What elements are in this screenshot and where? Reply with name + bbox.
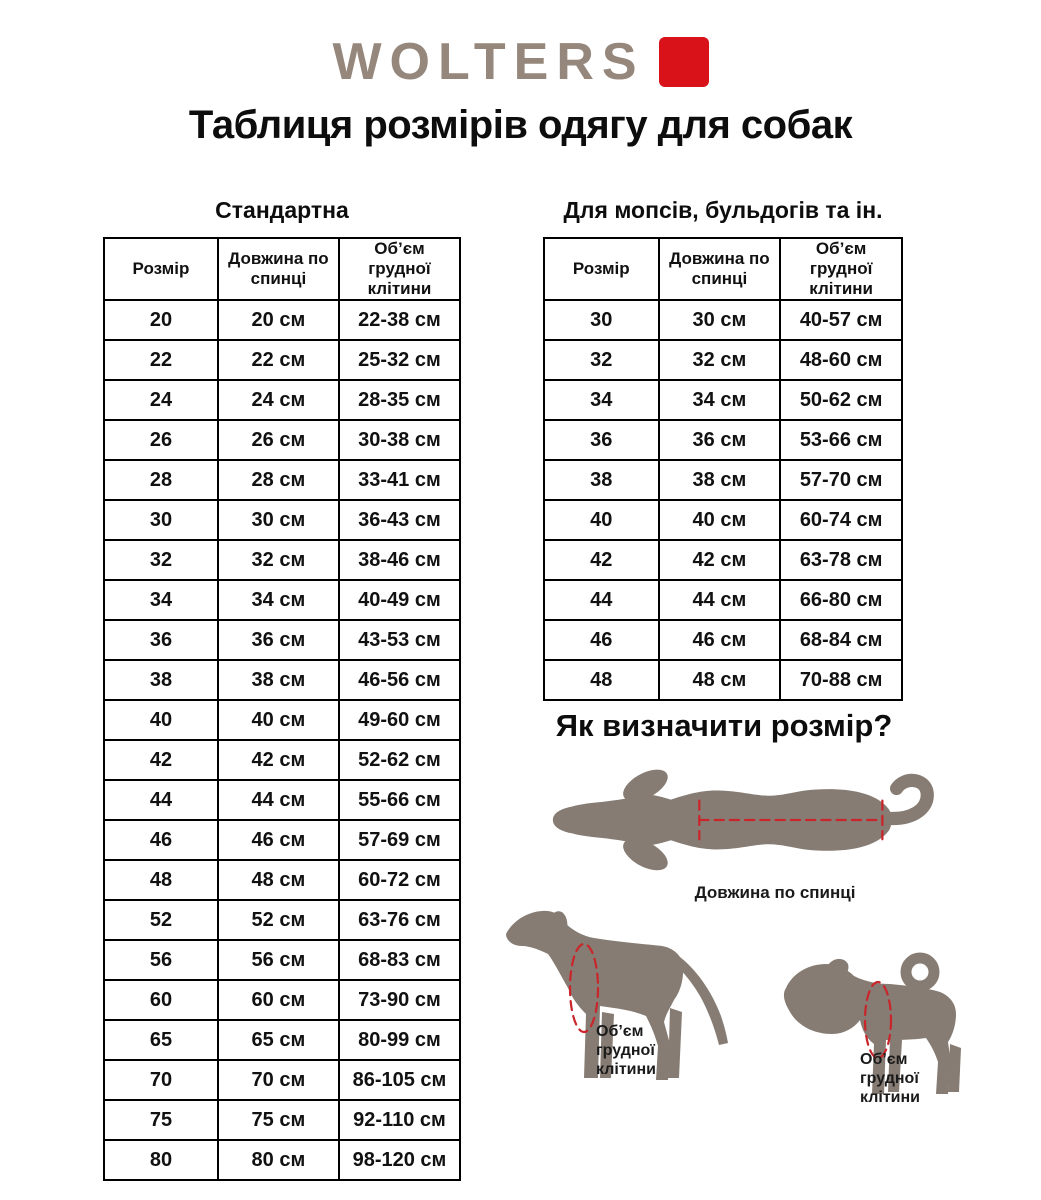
table-cell: 34: [104, 580, 218, 620]
table-cell: 36 см: [218, 620, 339, 660]
table-cell: 28: [104, 460, 218, 500]
table-cell: 49-60 см: [339, 700, 460, 740]
table-row: [104, 740, 460, 780]
table-cell: 55-66 см: [339, 780, 460, 820]
table-cell: 40 см: [218, 700, 339, 740]
table-cell: 65 см: [218, 1020, 339, 1060]
table-cell: 80: [104, 1140, 218, 1180]
table-cell: 60 см: [218, 980, 339, 1020]
table-cell: 48: [544, 660, 659, 700]
table-cell: 57-70 см: [780, 460, 902, 500]
table-cell: 38 см: [218, 660, 339, 700]
table-row: [104, 580, 460, 620]
table-cell: 48 см: [659, 660, 781, 700]
column-header: Розмір: [104, 238, 218, 300]
table-cell: 40-57 см: [780, 300, 902, 340]
table-cell: 38 см: [659, 460, 781, 500]
table-cell: 52-62 см: [339, 740, 460, 780]
table-cell: 40: [104, 700, 218, 740]
column-header: Об’єм грудної клітини: [339, 238, 460, 300]
table-cell: 60: [104, 980, 218, 1020]
how-to-measure-title: Як визначити розмір?: [555, 708, 893, 743]
table-row: [544, 580, 902, 620]
table-cell: 44: [544, 580, 659, 620]
table-cell: 24 см: [218, 380, 339, 420]
table-cell: 30-38 см: [339, 420, 460, 460]
table-cell: 80 см: [218, 1140, 339, 1180]
chest-girth-label: Об’єм грудної клітини: [860, 1051, 920, 1107]
table-cell: 52 см: [218, 900, 339, 940]
table-cell: 44: [104, 780, 218, 820]
table-cell: 28 см: [218, 460, 339, 500]
table-cell: 22 см: [218, 340, 339, 380]
table-row: [104, 980, 460, 1020]
standard-table-title: Стандартна: [215, 197, 349, 223]
table-cell: 26 см: [218, 420, 339, 460]
table-cell: 70-88 см: [780, 660, 902, 700]
table-cell: 42: [104, 740, 218, 780]
table-row: [104, 1060, 460, 1100]
table-cell: 30 см: [659, 300, 781, 340]
header-row: [104, 238, 460, 300]
table-cell: 53-66 см: [780, 420, 902, 460]
table-row: [104, 460, 460, 500]
table-cell: 22: [104, 340, 218, 380]
table-cell: 40-49 см: [339, 580, 460, 620]
table-row: [544, 500, 902, 540]
pug-table-title: Для мопсів, бульдогів та ін.: [563, 197, 883, 223]
table-cell: 30: [104, 500, 218, 540]
table-cell: 43-53 см: [339, 620, 460, 660]
dog-top-view-diagram: [545, 762, 935, 882]
table-row: [104, 540, 460, 580]
table-cell: 25-32 см: [339, 340, 460, 380]
dog-tail-shape: [884, 780, 927, 818]
table-row: [544, 340, 902, 380]
table-cell: 52: [104, 900, 218, 940]
table-row: [104, 820, 460, 860]
table-cell: 42: [544, 540, 659, 580]
table-row: [104, 500, 460, 540]
table-cell: 44 см: [218, 780, 339, 820]
table-row: [104, 700, 460, 740]
table-cell: 22-38 см: [339, 300, 460, 340]
table-row: [104, 780, 460, 820]
column-header: Розмір: [544, 238, 659, 300]
table-cell: 57-69 см: [339, 820, 460, 860]
table-cell: 20 см: [218, 300, 339, 340]
table-cell: 20: [104, 300, 218, 340]
table-row: [104, 1100, 460, 1140]
table-cell: 60-74 см: [780, 500, 902, 540]
table-row: [104, 660, 460, 700]
table-cell: 80-99 см: [339, 1020, 460, 1060]
brand-logo-square-icon: [659, 37, 709, 87]
table-cell: 48: [104, 860, 218, 900]
pug-far-hind-leg-shape: [948, 1044, 961, 1092]
table-cell: 60-72 см: [339, 860, 460, 900]
table-cell: 65: [104, 1020, 218, 1060]
table-cell: 70 см: [218, 1060, 339, 1100]
table-cell: 44 см: [659, 580, 781, 620]
table-cell: 40: [544, 500, 659, 540]
table-cell: 38: [544, 460, 659, 500]
table-cell: 34 см: [218, 580, 339, 620]
table-cell: 63-76 см: [339, 900, 460, 940]
column-header: Довжина по спинці: [659, 238, 781, 300]
table-cell: 40 см: [659, 500, 781, 540]
table-cell: 56 см: [218, 940, 339, 980]
table-cell: 46 см: [218, 820, 339, 860]
table-cell: 32: [544, 340, 659, 380]
table-cell: 32 см: [218, 540, 339, 580]
table-cell: 36: [544, 420, 659, 460]
table-cell: 42 см: [218, 740, 339, 780]
table-cell: 46: [544, 620, 659, 660]
table-row: [104, 380, 460, 420]
table-cell: 36-43 см: [339, 500, 460, 540]
back-length-label: Довжина по спинці: [694, 883, 856, 902]
table-row: [104, 1140, 460, 1180]
table-row: [104, 300, 460, 340]
table-cell: 63-78 см: [780, 540, 902, 580]
table-cell: 48-60 см: [780, 340, 902, 380]
table-cell: 38: [104, 660, 218, 700]
table-cell: 66-80 см: [780, 580, 902, 620]
table-row: [104, 420, 460, 460]
table-row: [544, 300, 902, 340]
table-cell: 48 см: [218, 860, 339, 900]
table-row: [104, 860, 460, 900]
table-row: [104, 1020, 460, 1060]
table-cell: 30 см: [218, 500, 339, 540]
table-cell: 46: [104, 820, 218, 860]
table-cell: 73-90 см: [339, 980, 460, 1020]
table-cell: 26: [104, 420, 218, 460]
table-cell: 38-46 см: [339, 540, 460, 580]
table-cell: 50-62 см: [780, 380, 902, 420]
table-cell: 92-110 см: [339, 1100, 460, 1140]
table-row: [544, 460, 902, 500]
table-cell: 75 см: [218, 1100, 339, 1140]
pug-tail-curl-shape: [906, 958, 934, 986]
column-header: Об’єм грудної клітини: [780, 238, 902, 300]
table-cell: 56: [104, 940, 218, 980]
table-cell: 68-84 см: [780, 620, 902, 660]
table-cell: 24: [104, 380, 218, 420]
table-cell: 36 см: [659, 420, 781, 460]
table-cell: 46 см: [659, 620, 781, 660]
column-header: Довжина по спинці: [218, 238, 339, 300]
table-cell: 36: [104, 620, 218, 660]
table-row: [104, 340, 460, 380]
table-row: [544, 540, 902, 580]
table-cell: 33-41 см: [339, 460, 460, 500]
table-cell: 46-56 см: [339, 660, 460, 700]
table-cell: 32 см: [659, 340, 781, 380]
chest-girth-label: Об’єм грудної клітини: [596, 1023, 656, 1079]
table-row: [544, 620, 902, 660]
table-cell: 28-35 см: [339, 380, 460, 420]
header-row: [544, 238, 902, 300]
table-cell: 75: [104, 1100, 218, 1140]
brand-logo: [0, 33, 1041, 91]
table-cell: 70: [104, 1060, 218, 1100]
table-cell: 32: [104, 540, 218, 580]
table-row: [544, 660, 902, 700]
table-cell: 98-120 см: [339, 1140, 460, 1180]
table-cell: 30: [544, 300, 659, 340]
table-row: [544, 380, 902, 420]
table-cell: 34: [544, 380, 659, 420]
table-cell: 68-83 см: [339, 940, 460, 980]
table-row: [104, 620, 460, 660]
table-row: [544, 420, 902, 460]
table-cell: 86-105 см: [339, 1060, 460, 1100]
table-row: [104, 900, 460, 940]
page-title: Таблиця розмірів одягу для собак: [188, 103, 853, 147]
brand-logo-text: WOLTERS: [332, 33, 645, 91]
standard-size-table: [103, 237, 461, 1181]
pug-size-table: [543, 237, 903, 701]
table-cell: 42 см: [659, 540, 781, 580]
table-row: [104, 940, 460, 980]
table-cell: 34 см: [659, 380, 781, 420]
